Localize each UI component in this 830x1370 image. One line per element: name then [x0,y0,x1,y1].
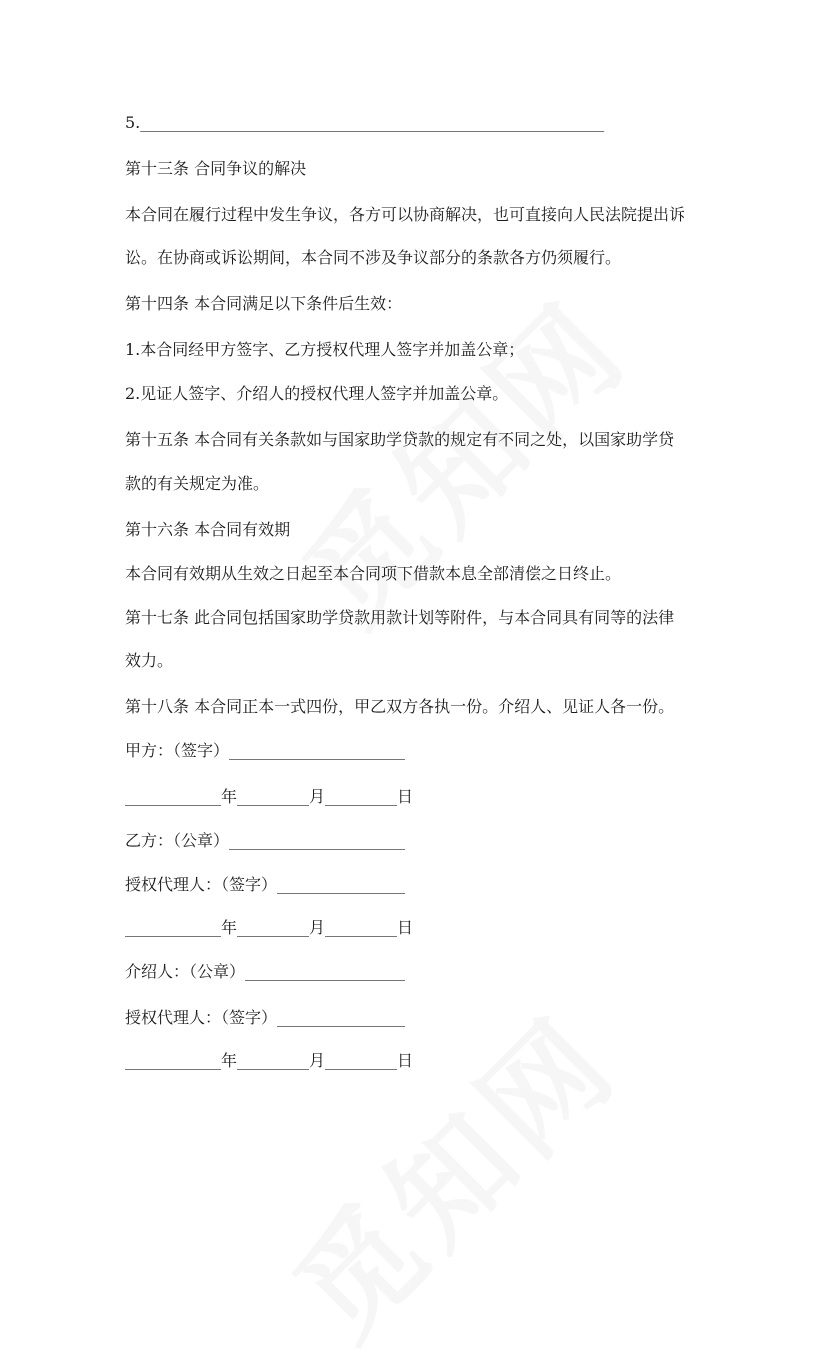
document-body [125,112,725,1072]
introducer-seal-line: 介绍人：（公章）____________________ [125,962,406,981]
article-18-line: 第十八条 本合同正本一式四份，甲乙双方各执一份。介绍人、见证人各一份。 [125,697,675,716]
party-b-seal-line: 乙方：（公章）______________________ [125,831,406,850]
article-15-line: 款的有关规定为准。 [125,474,270,493]
paragraph-line: 本合同在履行过程中发生争议，各方可以协商解决，也可直接向人民法院提出诉 [125,205,686,224]
authorized-agent-signature-line: 授权代理人：（签字）________________ [125,1008,406,1027]
date-line: ____________年_________月_________日 [125,1051,414,1070]
date-line: ____________年_________月_________日 [125,787,414,806]
condition-item-2: 2.见证人签字、介绍人的授权代理人签字并加盖公章。 [125,384,509,403]
article-15-line: 第十五条 本合同有关条款如与国家助学贷款的规定有不同之处，以国家助学贷 [125,430,675,449]
list-item-5: 5.__________________________________________________________ [125,113,605,132]
party-a-signature-line: 甲方：（签字）______________________ [125,741,406,760]
article-14-heading: 第十四条 本合同满足以下条件后生效： [125,294,403,313]
article-17-line: 第十七条 此合同包括国家助学贷款用款计划等附件，与本合同具有同等的法律 [125,608,675,627]
paragraph-line: 本合同有效期从生效之日起至本合同项下借款本息全部清偿之日终止。 [125,564,622,583]
date-line: ____________年_________月_________日 [125,918,414,937]
article-16-heading: 第十六条 本合同有效期 [125,520,291,539]
condition-item-1: 1.本合同经甲方签字、乙方授权代理人签字并加盖公章； [125,340,525,359]
article-17-line: 效力。 [125,651,174,670]
authorized-agent-signature-line: 授权代理人：（签字）________________ [125,875,406,894]
article-13-heading: 第十三条 合同争议的解决 [125,159,307,178]
paragraph-line: 讼。在协商或诉讼期间，本合同不涉及争议部分的条款各方仍须履行。 [125,248,622,267]
